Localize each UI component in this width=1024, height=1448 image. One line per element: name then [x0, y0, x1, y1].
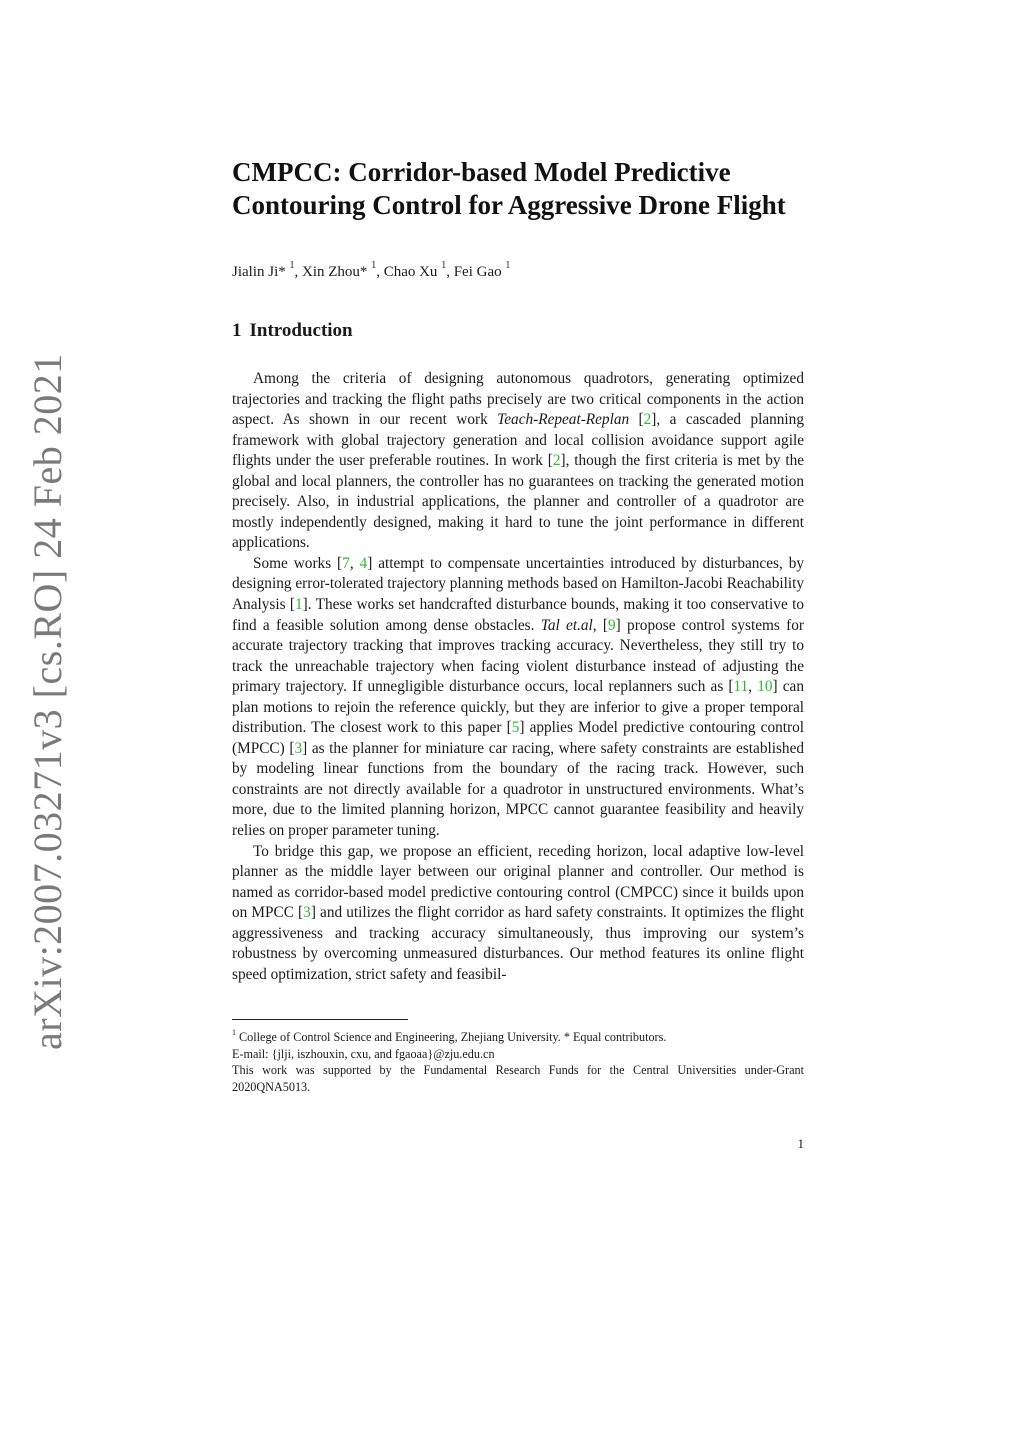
page-number: 1 [797, 1136, 804, 1151]
text-run: ] attempt to compensate uncertainties introduced by disturbances, by designing error-tolerated trajectory planning methods based on Hamilton-Jacobi Reachability Analysis [ [232, 554, 804, 614]
paragraph-1 [232, 369, 804, 554]
body-text [232, 369, 804, 985]
footnote-funding: This work was supported by the Fundamental Research Funds for the Central Universities under-Grant 2020QNA5013. [232, 1063, 804, 1094]
paper-title [232, 156, 832, 222]
text-run: ] applies Model predictive contouring control (MPCC) [ [232, 719, 804, 757]
footnote-text: College of Control Science and Engineering, Zhejiang University. * Equal contributors. [236, 1030, 667, 1045]
title-line-1: CMPCC: Corridor-based Model Predictive [232, 157, 731, 187]
paragraph-2 [232, 554, 804, 842]
author-list: Jialin Ji* $^1$, Xin Zhou* $^1$, Chao Xu $^1$, Fei Gao $^1$ [232, 260, 511, 280]
footnote-affiliation [232, 1026, 804, 1046]
text-run: To bridge this gap, we propose an efficient, receding horizon, local adaptive low-level planner as the middle layer between our original planner and controller. Our method is named as corridor-based model predictive contouring control (CMPCC) since it builds upon on MPCC [ [232, 842, 804, 922]
text-run: Some works [ [253, 554, 343, 572]
section-number: 1 [232, 320, 242, 341]
text-run: [ [596, 616, 609, 634]
text-run: ] and utilizes the flight corridor as hard safety constraints. It optimizes the flight aggressiveness and tracking accuracy simultaneously, thus improving our system’s robustness by overcoming unmeasured disturbances. Our method features its online flight speed optimization, strict safety and feasibil- [232, 904, 804, 983]
footnote-email: E-mail: {jlji, iszhouxin, cxu, and fgaoaa}@zju.edu.cn [232, 1046, 495, 1061]
citation-link[interactable]: 10 [757, 678, 773, 696]
citation-link[interactable]: 3 [303, 904, 311, 922]
citation-link[interactable]: 7 [342, 554, 350, 572]
arxiv-identifier: arXiv:2007.03271v3 [cs.RO] 24 Feb 2021 [25, 353, 70, 1050]
text-run: ], though the first criteria is met by the global and local planners, the controller has no guarantees on tracking the generated motion precisely. Also, in industrial applications, the planner and controller of a quadrotor are mostly independently designed, making it hard to tune the joint performance in different applications. [232, 452, 805, 552]
text-run: , [349, 554, 360, 572]
footnote-rule [232, 1019, 408, 1020]
author-name: Chao Xu [383, 264, 438, 280]
affiliation-mark: 1 [371, 260, 377, 271]
citation-link[interactable]: 9 [608, 616, 616, 634]
affiliation-mark: 1 [505, 260, 511, 271]
text-run: Among the criteria of designing autonomous quadrotors, generating optimized trajectories and tracking the flight paths precisely are two critical components in the action aspect. As shown in our recent work [232, 370, 804, 429]
citation-link[interactable]: 3 [294, 739, 303, 757]
section-title: Introduction [249, 320, 353, 341]
author-name: Xin Zhou* [302, 264, 368, 280]
citation-link[interactable]: 2 [552, 452, 561, 470]
citation-link[interactable]: 2 [643, 411, 652, 429]
section-heading [232, 319, 353, 343]
footnote [232, 1026, 804, 1095]
paragraph-3 [232, 842, 804, 986]
text-run: ] as the planner for miniature car racing, where safety constraints are established by modeling linear functions from the boundary of the racing track. However, such constraints are not directly available for a quadrotor in unstructured environments. What’s more, due to the limited planning horizon, MPCC cannot guarantee feasibility and heavily relies on proper parameter tuning. [232, 739, 805, 840]
text-run: , [748, 678, 758, 696]
text-run: ] can plan motions to rejoin the reference quickly, but they are inferior to give a proper temporal distribution. The closest work to this paper [ [232, 678, 804, 737]
text-run: ], a cascaded planning framework with global trajectory generation and local collision avoidance support agile flights under the user preferable routines. In work [ [232, 411, 804, 470]
citation-link[interactable]: 1 [295, 596, 303, 614]
text-run: ] propose control systems for accurate trajectory tracking that improves tracking accuracy. Nevertheless, they still try to track the unreachable trajectory when facing violent disturbance instead of adjusting the primary trajectory. If unnegligible disturbance occurs, local replanners such as [ [232, 616, 804, 696]
author-reference: Tal et.al, [540, 616, 597, 634]
affiliation-mark: 1 [441, 260, 447, 271]
footnote-mark: 1 [232, 1028, 236, 1037]
title-line-2: Contouring Control for Aggressive Drone Flight [232, 190, 786, 220]
citation-link[interactable]: 5 [511, 719, 520, 737]
cited-work-title: Teach-Repeat-Replan [497, 411, 630, 429]
author-name: Fei Gao [453, 264, 502, 280]
text-run: [ [629, 411, 644, 429]
citation-link[interactable]: 11 [733, 678, 749, 696]
text-run: ]. These works set handcrafted disturbance bounds, making it too conservative to find a feasible solution among dense obstacles. [232, 596, 804, 634]
affiliation-mark: 1 [289, 260, 295, 271]
author-name: Jialin Ji* [232, 264, 286, 280]
citation-link[interactable]: 4 [359, 554, 368, 572]
